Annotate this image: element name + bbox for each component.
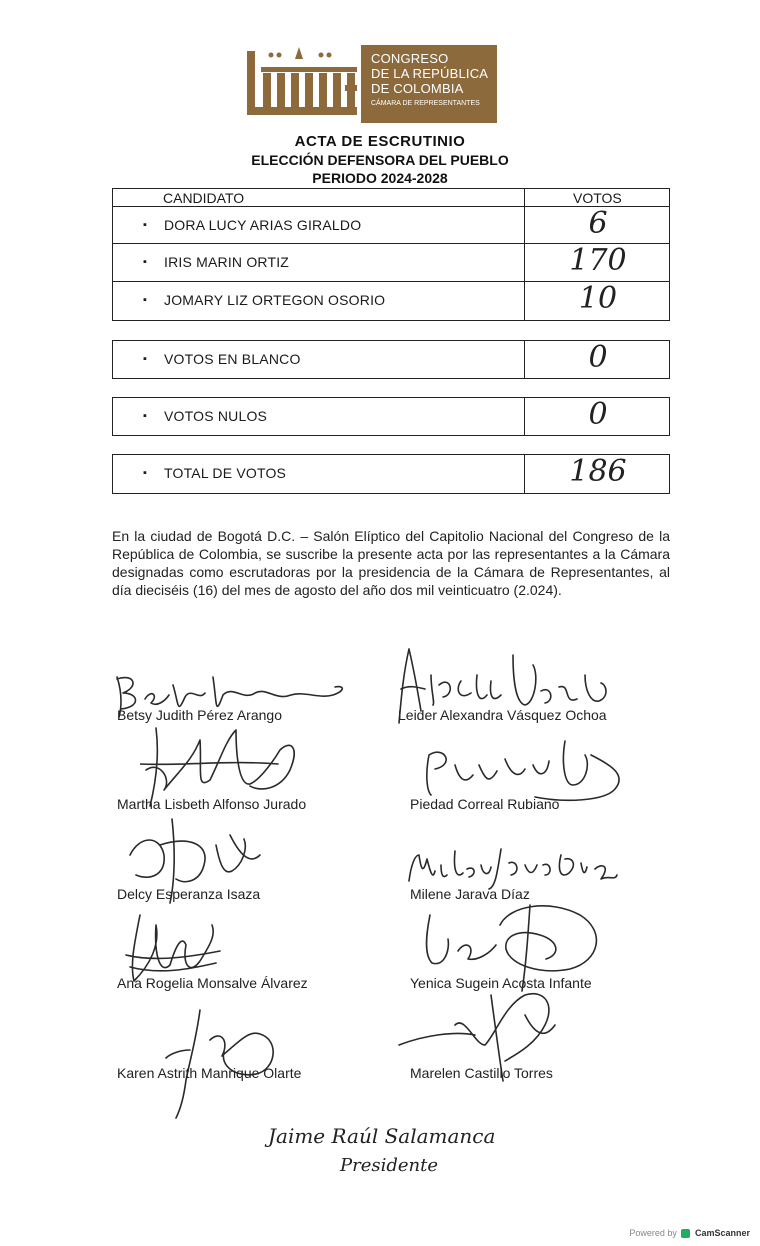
signatory-name: Marelen Castillo Torres	[410, 1065, 553, 1081]
signature-milene	[405, 845, 620, 890]
camscanner-icon	[681, 1229, 690, 1238]
president-title: Presidente	[340, 1155, 439, 1176]
null-votes-value: 0	[588, 397, 608, 432]
logo-subtitle: CÁMARA DE REPRESENTANTES	[371, 100, 480, 107]
signatory-name: Leider Alexandra Vásquez Ochoa	[398, 707, 607, 723]
candidate-name: IRIS MARIN ORTIZ	[164, 254, 290, 270]
signatory-name: Milene Jarava Díaz	[410, 886, 530, 902]
bullet-icon: ▪	[143, 410, 147, 422]
total-votes-label: TOTAL DE VOTOS	[164, 465, 287, 481]
bullet-icon: ▪	[143, 467, 147, 479]
powered-by-label: Powered by	[629, 1228, 677, 1238]
candidate-row	[112, 206, 670, 244]
camscanner-watermark	[629, 1228, 750, 1238]
logo-line-1: CONGRESO	[371, 51, 449, 66]
candidate-row	[112, 243, 670, 282]
document-subtitle: ELECCIÓN DEFENSORA DEL PUEBLO	[251, 152, 509, 168]
logo-line-2: DE LA REPÚBLICA	[371, 66, 489, 81]
act-paragraph: En la ciudad de Bogotá D.C. – Salón Elíptico del Capitolio Nacional del Congreso de la República de Colombia, se suscribe la presente acta por las representantes a la Cámara designadas como escrutadoras por la presidencia de la Cámara de Representantes, al día dieciséis (16) del mes de agosto del año dos mil veinticuatro (2.024).	[112, 528, 670, 598]
document-period: PERIODO 2024-2028	[312, 170, 448, 186]
candidate-votes: 10	[578, 281, 618, 316]
logo-text-box	[361, 45, 497, 123]
candidate-name: JOMARY LIZ ORTEGON OSORIO	[164, 292, 386, 308]
header-votes: VOTOS	[573, 190, 622, 206]
table-header	[112, 188, 670, 207]
bullet-icon: ▪	[143, 219, 147, 231]
blank-votes-value: 0	[588, 340, 608, 375]
null-votes-label: VOTOS NULOS	[164, 408, 268, 424]
signatory-name: Ana Rogelia Monsalve Álvarez	[117, 975, 308, 991]
logo-line-3: DE COLOMBIA	[371, 81, 464, 96]
bullet-icon: ▪	[143, 256, 147, 268]
blank-votes-row	[112, 340, 670, 379]
signatory-name: Betsy Judith Pérez Arango	[117, 707, 282, 723]
bullet-icon: ▪	[143, 353, 147, 365]
total-votes-row	[112, 454, 670, 494]
camscanner-label: CamScanner	[694, 1228, 750, 1238]
signatory-name: Delcy Esperanza Isaza	[117, 886, 261, 902]
blank-votes-label: VOTOS EN BLANCO	[164, 351, 301, 367]
candidate-name: DORA LUCY ARIAS GIRALDO	[164, 217, 362, 233]
candidate-row	[112, 281, 670, 321]
capitol-columns-icon	[247, 45, 357, 123]
president-name: Jaime Raúl Salamanca	[268, 1124, 496, 1148]
signatory-name: Yenica Sugein Acosta Infante	[410, 975, 592, 991]
candidate-votes: 6	[588, 206, 608, 241]
candidate-votes: 170	[569, 243, 627, 278]
header-candidate: CANDIDATO	[163, 190, 245, 206]
document-title: ACTA DE ESCRUTINIO	[294, 133, 466, 150]
congress-logo	[247, 45, 497, 123]
signatory-name: Martha Lisbeth Alfonso Jurado	[117, 796, 307, 812]
bullet-icon: ▪	[143, 294, 147, 306]
signatory-name: Karen Astrith Manrique Olarte	[117, 1065, 302, 1081]
null-votes-row	[112, 397, 670, 436]
signatory-name: Piedad Correal Rubiano	[410, 796, 560, 812]
signature-karen	[160, 1000, 290, 1120]
total-votes-value: 186	[569, 454, 627, 489]
signature-piedad	[415, 735, 635, 805]
